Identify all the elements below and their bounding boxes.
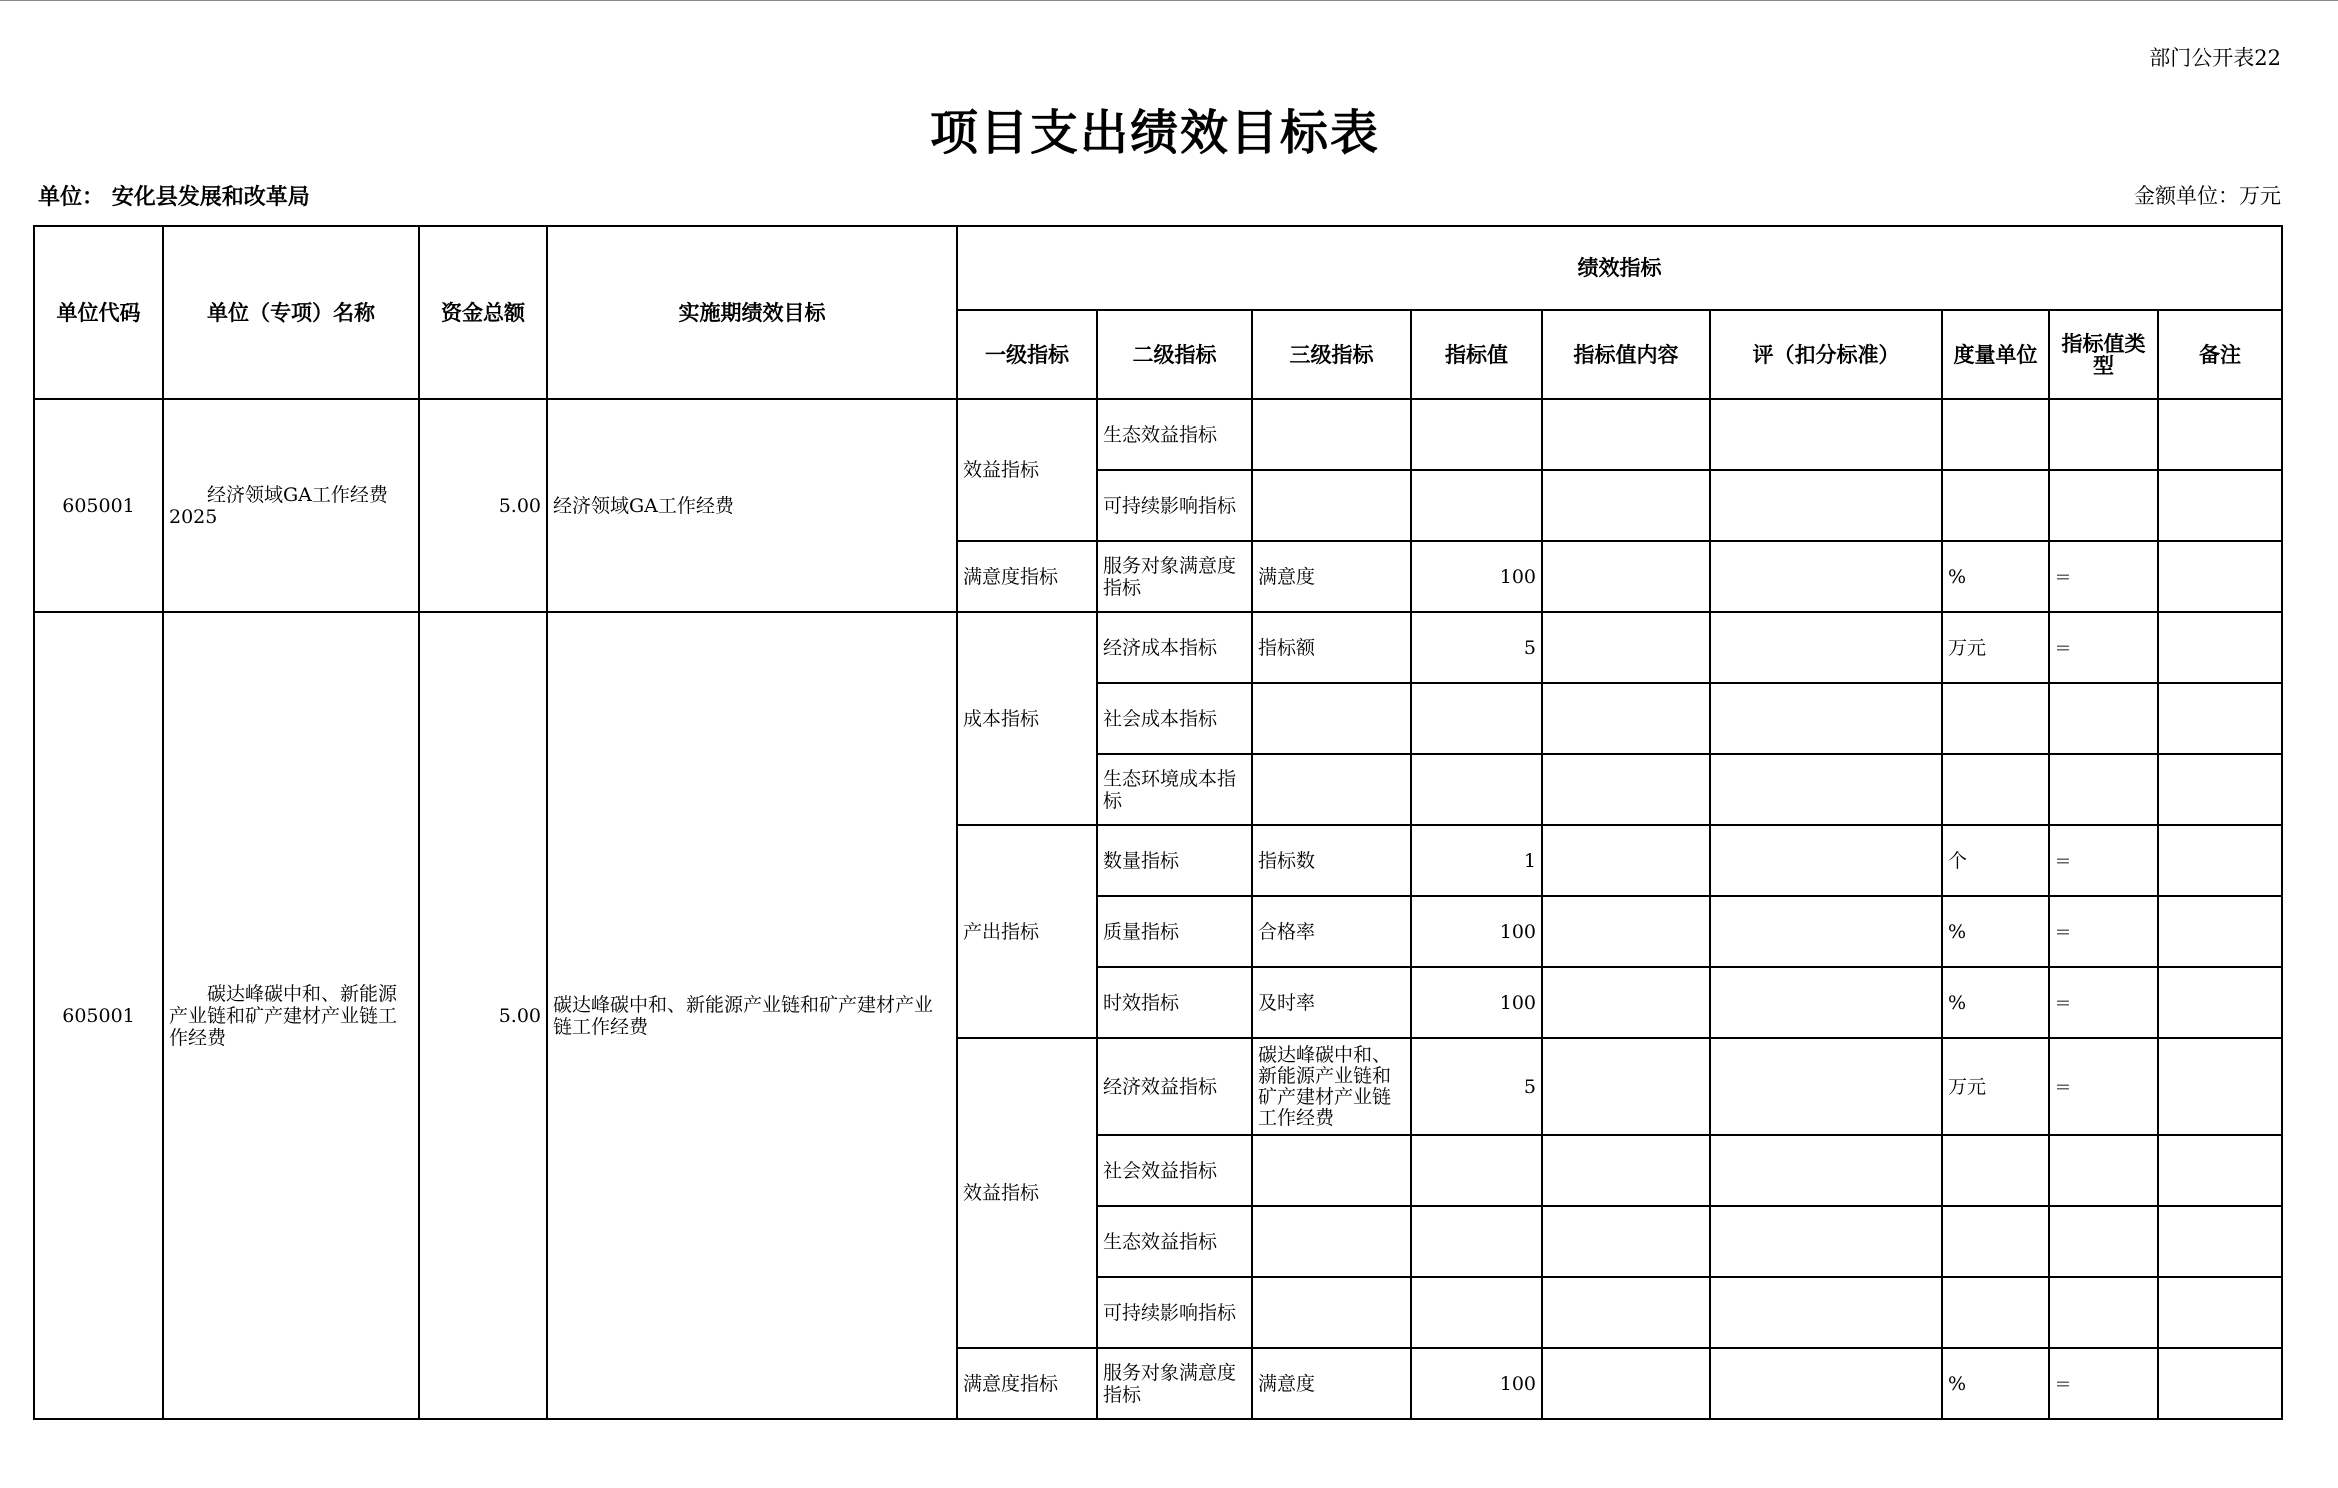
indicator-content	[1542, 896, 1710, 967]
indicator-value: 1	[1411, 825, 1542, 896]
remark	[2158, 825, 2282, 896]
level1-indicator: 效益指标	[957, 399, 1097, 541]
level3-indicator: 合格率	[1252, 896, 1411, 967]
value-type	[2049, 683, 2158, 754]
level2-indicator: 服务对象满意度指标	[1097, 541, 1252, 612]
level2-indicator: 可持续影响指标	[1097, 1277, 1252, 1348]
level2-indicator: 社会成本指标	[1097, 683, 1252, 754]
level3-indicator	[1252, 1277, 1411, 1348]
form-tag: 部门公开表22	[2149, 46, 2281, 70]
measure-unit	[1942, 1206, 2049, 1277]
indicator-content	[1542, 754, 1710, 825]
col-header-scoring: 评（扣分标准）	[1710, 310, 1942, 399]
scoring-standard	[1710, 1206, 1942, 1277]
col-header-goal: 实施期绩效目标	[547, 226, 957, 399]
level1-indicator: 满意度指标	[957, 541, 1097, 612]
page-title: 项目支出绩效目标表	[929, 105, 1380, 161]
remark	[2158, 399, 2282, 470]
measure-unit	[1942, 470, 2049, 541]
measure-unit: 万元	[1942, 1038, 2049, 1135]
measure-unit: %	[1942, 1348, 2049, 1419]
scoring-standard	[1710, 825, 1942, 896]
measure-unit: %	[1942, 967, 2049, 1038]
unit-line	[38, 180, 310, 211]
indicator-content	[1542, 541, 1710, 612]
level2-indicator: 服务对象满意度指标	[1097, 1348, 1252, 1419]
level3-indicator: 碳达峰碳中和、新能源产业链和矿产建材产业链工作经费	[1252, 1038, 1411, 1135]
unit-code: 605001	[34, 612, 163, 1419]
scoring-standard	[1710, 470, 1942, 541]
indicator-content	[1542, 1348, 1710, 1419]
remark	[2158, 612, 2282, 683]
level3-indicator	[1252, 399, 1411, 470]
indicator-value: 5	[1411, 612, 1542, 683]
value-type	[2049, 1277, 2158, 1348]
remark	[2158, 541, 2282, 612]
project-name: 经济领域GA工作经费2025	[163, 399, 419, 612]
indicator-value: 100	[1411, 1348, 1542, 1419]
goal: 经济领域GA工作经费	[547, 399, 957, 612]
scoring-standard	[1710, 683, 1942, 754]
value-type	[2049, 399, 2158, 470]
table-row	[34, 399, 2282, 470]
level2-indicator: 生态效益指标	[1097, 1206, 1252, 1277]
indicator-content	[1542, 1038, 1710, 1135]
remark	[2158, 1038, 2282, 1135]
value-type	[2049, 1206, 2158, 1277]
value-type: =	[2049, 541, 2158, 612]
remark	[2158, 1277, 2282, 1348]
indicator-content	[1542, 683, 1710, 754]
measure-unit	[1942, 399, 2049, 470]
fund-total: 5.00	[419, 399, 547, 612]
col-header-fund: 资金总额	[419, 226, 547, 399]
level3-indicator	[1252, 470, 1411, 541]
level3-indicator: 指标额	[1252, 612, 1411, 683]
indicator-value	[1411, 1206, 1542, 1277]
remark	[2158, 754, 2282, 825]
indicator-value	[1411, 1135, 1542, 1206]
unit-name: 安化县发展和改革局	[111, 185, 310, 210]
value-type: =	[2049, 1038, 2158, 1135]
unit-code: 605001	[34, 399, 163, 612]
scoring-standard	[1710, 754, 1942, 825]
remark	[2158, 683, 2282, 754]
level2-indicator: 生态环境成本指标	[1097, 754, 1252, 825]
indicator-value	[1411, 470, 1542, 541]
indicator-value: 100	[1411, 896, 1542, 967]
level1-indicator: 成本指标	[957, 612, 1097, 825]
indicator-content	[1542, 612, 1710, 683]
col-header-l1: 一级指标	[957, 310, 1097, 399]
col-header-remark: 备注	[2158, 310, 2282, 399]
scoring-standard	[1710, 399, 1942, 470]
indicator-value	[1411, 683, 1542, 754]
value-type: =	[2049, 612, 2158, 683]
value-type: =	[2049, 896, 2158, 967]
goal: 碳达峰碳中和、新能源产业链和矿产建材产业链工作经费	[547, 612, 957, 1419]
indicator-content	[1542, 399, 1710, 470]
scoring-standard	[1710, 1038, 1942, 1135]
level1-indicator: 满意度指标	[957, 1348, 1097, 1419]
measure-unit: %	[1942, 896, 2049, 967]
indicator-content	[1542, 967, 1710, 1038]
remark	[2158, 470, 2282, 541]
measure-unit	[1942, 1277, 2049, 1348]
indicator-value: 100	[1411, 967, 1542, 1038]
col-header-l2: 二级指标	[1097, 310, 1252, 399]
level2-indicator: 社会效益指标	[1097, 1135, 1252, 1206]
indicator-value: 100	[1411, 541, 1542, 612]
scoring-standard	[1710, 896, 1942, 967]
col-header-value-content: 指标值内容	[1542, 310, 1710, 399]
page-top-border	[0, 0, 2338, 1]
col-header-l3: 三级指标	[1252, 310, 1411, 399]
level3-indicator	[1252, 683, 1411, 754]
fund-total: 5.00	[419, 612, 547, 1419]
col-header-value: 指标值	[1411, 310, 1542, 399]
indicator-content	[1542, 1277, 1710, 1348]
measure-unit: %	[1942, 541, 2049, 612]
level3-indicator: 及时率	[1252, 967, 1411, 1038]
remark	[2158, 1135, 2282, 1206]
level3-indicator	[1252, 754, 1411, 825]
measure-unit: 个	[1942, 825, 2049, 896]
indicator-value	[1411, 399, 1542, 470]
scoring-standard	[1710, 612, 1942, 683]
col-header-indicators: 绩效指标	[957, 226, 2282, 310]
indicator-value: 5	[1411, 1038, 1542, 1135]
indicator-content	[1542, 825, 1710, 896]
remark	[2158, 1206, 2282, 1277]
level1-indicator: 效益指标	[957, 1038, 1097, 1348]
measure-unit	[1942, 683, 2049, 754]
col-header-code: 单位代码	[34, 226, 163, 399]
scoring-standard	[1710, 967, 1942, 1038]
value-type	[2049, 1135, 2158, 1206]
level2-indicator: 时效指标	[1097, 967, 1252, 1038]
measure-unit: 万元	[1942, 612, 2049, 683]
level3-indicator	[1252, 1135, 1411, 1206]
indicator-content	[1542, 470, 1710, 541]
level1-indicator: 产出指标	[957, 825, 1097, 1038]
indicator-value	[1411, 754, 1542, 825]
remark	[2158, 896, 2282, 967]
table-row	[34, 612, 2282, 683]
level2-indicator: 生态效益指标	[1097, 399, 1252, 470]
level3-indicator: 满意度	[1252, 1348, 1411, 1419]
remark	[2158, 1348, 2282, 1419]
level2-indicator: 经济成本指标	[1097, 612, 1252, 683]
project-name: 碳达峰碳中和、新能源产业链和矿产建材产业链工作经费	[163, 612, 419, 1419]
level2-indicator: 可持续影响指标	[1097, 470, 1252, 541]
level2-indicator: 经济效益指标	[1097, 1038, 1252, 1135]
col-header-measure-unit: 度量单位	[1942, 310, 2049, 399]
measure-unit	[1942, 1135, 2049, 1206]
indicator-content	[1542, 1135, 1710, 1206]
value-type	[2049, 470, 2158, 541]
performance-table	[33, 225, 2283, 1420]
level2-indicator: 质量指标	[1097, 896, 1252, 967]
value-type: =	[2049, 967, 2158, 1038]
col-header-value-type: 指标值类型	[2049, 310, 2158, 399]
measure-unit	[1942, 754, 2049, 825]
unit-label: 单位：	[38, 185, 105, 210]
scoring-standard	[1710, 1348, 1942, 1419]
scoring-standard	[1710, 541, 1942, 612]
scoring-standard	[1710, 1135, 1942, 1206]
value-type	[2049, 754, 2158, 825]
indicator-content	[1542, 1206, 1710, 1277]
scoring-standard	[1710, 1277, 1942, 1348]
value-type: =	[2049, 1348, 2158, 1419]
col-header-name: 单位（专项）名称	[163, 226, 419, 399]
level3-indicator	[1252, 1206, 1411, 1277]
indicator-value	[1411, 1277, 1542, 1348]
level2-indicator: 数量指标	[1097, 825, 1252, 896]
value-type: =	[2049, 825, 2158, 896]
level3-indicator: 满意度	[1252, 541, 1411, 612]
amount-unit: 金额单位：万元	[2134, 184, 2281, 208]
remark	[2158, 967, 2282, 1038]
level3-indicator: 指标数	[1252, 825, 1411, 896]
